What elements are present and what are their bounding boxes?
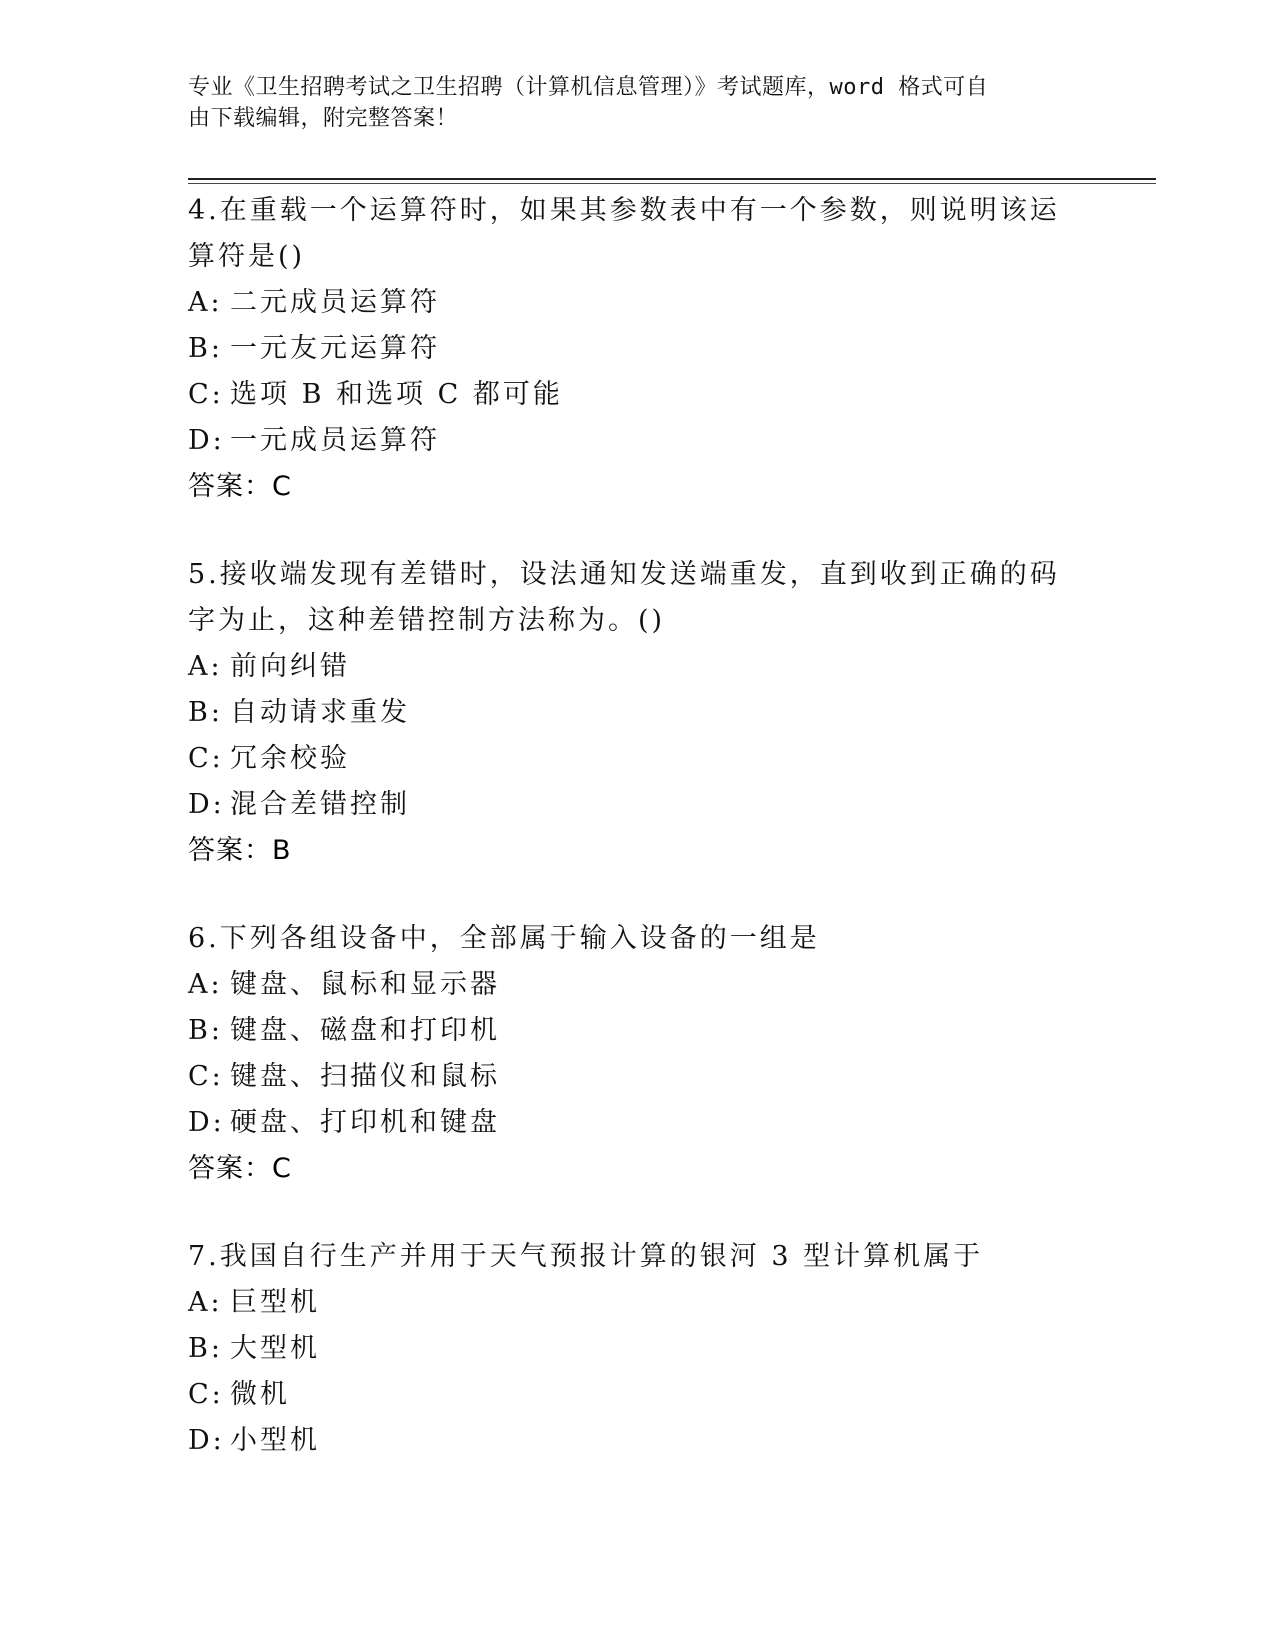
question-text: 7.我国自行生产并用于天气预报计算的银河 3 型计算机属于: [188, 1241, 984, 1272]
option-text: 冗余校验: [230, 743, 350, 774]
option-label: C:: [188, 1061, 224, 1092]
question-list: [188, 188, 1068, 1506]
header-line-1: 专业《卫生招聘考试之卫生招聘（计算机信息管理）》考试题库，word 格式可自: [188, 75, 989, 100]
option-label: B:: [188, 697, 223, 728]
option-text: 微机: [230, 1379, 290, 1410]
option-label: C:: [188, 379, 224, 410]
option-label: A:: [188, 1287, 223, 1318]
option-c: [188, 1372, 1068, 1418]
option-label: D:: [188, 1425, 225, 1456]
option-a: [188, 280, 1068, 326]
option-text: 一元友元运算符: [230, 333, 440, 364]
option-text: 二元成员运算符: [230, 287, 440, 318]
option-text: 键盘、鼠标和显示器: [230, 969, 500, 1000]
answer-text: 答案：B: [188, 835, 292, 866]
option-text: 键盘、扫描仪和鼠标: [230, 1061, 500, 1092]
option-text: 巨型机: [230, 1287, 320, 1318]
option-text: 自动请求重发: [230, 697, 410, 728]
option-text: 前向纠错: [230, 651, 350, 682]
option-text: 键盘、磁盘和打印机: [230, 1015, 500, 1046]
question-text: 6.下列各组设备中，全部属于输入设备的一组是: [188, 923, 820, 954]
option-text: 小型机: [230, 1425, 320, 1456]
option-label: B:: [188, 1333, 223, 1364]
option-b: [188, 326, 1068, 372]
option-a: [188, 644, 1068, 690]
header-divider-thick: [188, 178, 1156, 180]
answer-text: 答案：C: [188, 471, 292, 502]
option-d: [188, 1418, 1068, 1464]
option-text: 混合差错控制: [230, 789, 410, 820]
option-label: A:: [188, 969, 223, 1000]
option-label: C:: [188, 743, 224, 774]
option-label: C:: [188, 1379, 224, 1410]
option-label: A:: [188, 287, 223, 318]
option-text: 硬盘、打印机和键盘: [230, 1107, 500, 1138]
header-line-2: 由下载编辑，附完整答案！: [188, 106, 459, 131]
question-7: [188, 1234, 1068, 1464]
option-label: D:: [188, 425, 225, 456]
question-text: 5.接收端发现有差错时，设法通知发送端重发，直到收到正确的码字为止，这种差错控制方法称为。(): [188, 559, 1060, 636]
option-a: [188, 962, 1068, 1008]
option-b: [188, 690, 1068, 736]
question-6: [188, 916, 1068, 1192]
option-label: D:: [188, 1107, 225, 1138]
option-d: [188, 782, 1068, 828]
header-divider-thin: [188, 183, 1156, 184]
answer-text: 答案：C: [188, 1153, 292, 1184]
option-b: [188, 1008, 1068, 1054]
option-c: [188, 736, 1068, 782]
option-a: [188, 1280, 1068, 1326]
question-4: [188, 188, 1068, 510]
question-text: 4.在重载一个运算符时，如果其参数表中有一个参数，则说明该运算符是(): [188, 195, 1060, 272]
option-label: B:: [188, 333, 223, 364]
option-label: A:: [188, 651, 223, 682]
option-text: 大型机: [230, 1333, 320, 1364]
option-d: [188, 418, 1068, 464]
question-5: [188, 552, 1068, 874]
option-label: D:: [188, 789, 225, 820]
option-b: [188, 1326, 1068, 1372]
option-c: [188, 372, 1068, 418]
option-label: B:: [188, 1015, 223, 1046]
option-text: 选项 B 和选项 C 都可能: [230, 379, 563, 410]
option-c: [188, 1054, 1068, 1100]
option-d: [188, 1100, 1068, 1146]
document-header: [188, 72, 1068, 134]
option-text: 一元成员运算符: [230, 425, 440, 456]
